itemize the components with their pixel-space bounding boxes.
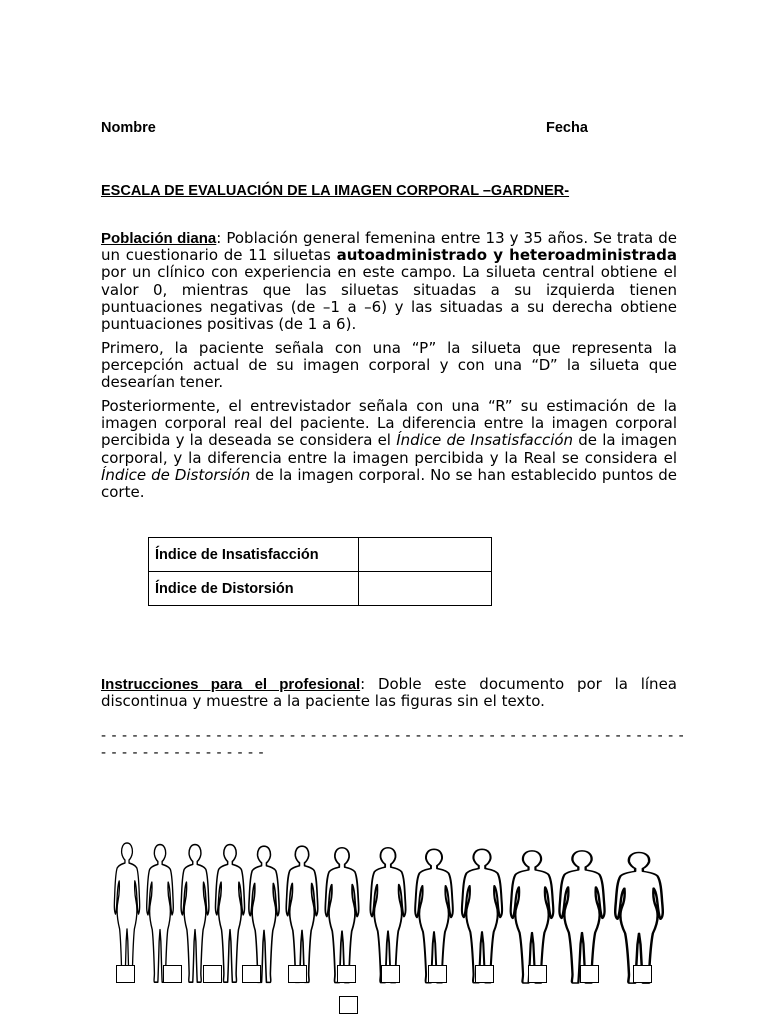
silhouette-checkbox[interactable] [580, 965, 599, 983]
silhouette-11 [511, 851, 554, 983]
silhouette-5 [249, 846, 279, 982]
silhouette-checkbox[interactable] [242, 965, 261, 983]
silhouette-8 [370, 848, 405, 983]
silhouette-13 [615, 852, 663, 983]
table-row [149, 538, 492, 572]
silhouette-checkbox[interactable] [116, 965, 135, 983]
silhouette-checkbox[interactable] [633, 965, 652, 983]
silhouette-checkbox[interactable] [528, 965, 547, 983]
instructions-label: Instrucciones para el profesional [101, 676, 361, 693]
target-population-paragraph [101, 230, 677, 333]
paragraph-interviewer-instructions [101, 398, 677, 501]
silhouette-checkbox[interactable] [381, 965, 400, 983]
intro-text-bold: autoadministrado y heteroadministrada [336, 246, 678, 265]
silhouette-3 [181, 845, 209, 983]
silhouette-checkbox[interactable] [475, 965, 494, 983]
silhouette-4 [215, 845, 244, 983]
p3-text-1: Posteriormente, el entrevistador señala con una “R” su estimación de la imagen corporal real del paciente. La diferencia entre la imagen corporal percibida y la deseada se considera el [101, 397, 677, 450]
silhouette-checkbox[interactable] [163, 965, 182, 983]
intro-text-1: : Población general femenina entre 13 y 35 años. Se trata de un cuestionario de 11 siluetas [101, 229, 677, 265]
date-label: Fecha [546, 120, 588, 136]
distortion-index-value[interactable] [359, 572, 492, 606]
silhouette-checkbox[interactable] [428, 965, 447, 983]
professional-instructions-paragraph [101, 676, 677, 710]
silhouette-6 [286, 846, 318, 982]
dissatisfaction-index-label: Índice de Insatisfacción [149, 538, 359, 572]
silhouette-checkbox[interactable] [339, 996, 358, 1014]
p3-text-3: de la imagen corporal. No se han establecido puntos de corte. [101, 465, 677, 502]
instructions-text: : Doble este documento por la línea discontinua y muestre a la paciente las figuras sin el texto. [101, 675, 677, 711]
dissatisfaction-index-value[interactable] [359, 538, 492, 572]
p3-italic-2: Índice de Distorsión [101, 465, 251, 484]
intro-text-2: por un clínico con experiencia en este campo. La silueta central obtiene el valor 0, mientras que las siluetas situadas a su izquierda tienen puntuaciones negativas (de –1 a –6) y las situadas a su derecha obtiene puntuaciones positivas (de 1 a 6). [101, 263, 677, 334]
fold-dashed-line: - - - - - - - - - - - - - - - - - - - - - - - - - - - - - - - - - - - - - - - - - - - - - - - - - - - - - - - - - - - - - - - - - - - - - - - - [101, 728, 685, 761]
distortion-index-label: Índice de Distorsión [149, 572, 359, 606]
score-table [148, 537, 492, 606]
silhouette-checkbox[interactable] [203, 965, 222, 983]
silhouette-checkbox[interactable] [288, 965, 307, 983]
silhouette-10 [462, 849, 502, 982]
silhouette-2 [147, 845, 174, 983]
document-title: ESCALA DE EVALUACIÓN DE LA IMAGEN CORPORAL –GARDNER- [101, 183, 570, 199]
silhouette-1 [114, 843, 139, 982]
target-population-label: Población diana [101, 230, 217, 247]
silhouette-7 [325, 848, 358, 983]
p3-text-2: de la imagen corporal, y la diferencia entre la imagen percibida y la Real se considera el [101, 431, 677, 467]
table-row [149, 572, 492, 606]
name-label: Nombre [101, 120, 156, 136]
silhouette-12 [559, 851, 604, 983]
paragraph-patient-instructions: Primero, la paciente señala con una “P” la silueta que representa la percepción actual de su imagen corporal y con una “D” la silueta que desearían tener. [101, 339, 677, 392]
body-silhouettes-figure [100, 838, 680, 1018]
p3-italic-1: Índice de Insatisfacción [396, 431, 574, 450]
silhouette-9 [415, 849, 453, 982]
silhouette-checkbox[interactable] [337, 965, 356, 983]
